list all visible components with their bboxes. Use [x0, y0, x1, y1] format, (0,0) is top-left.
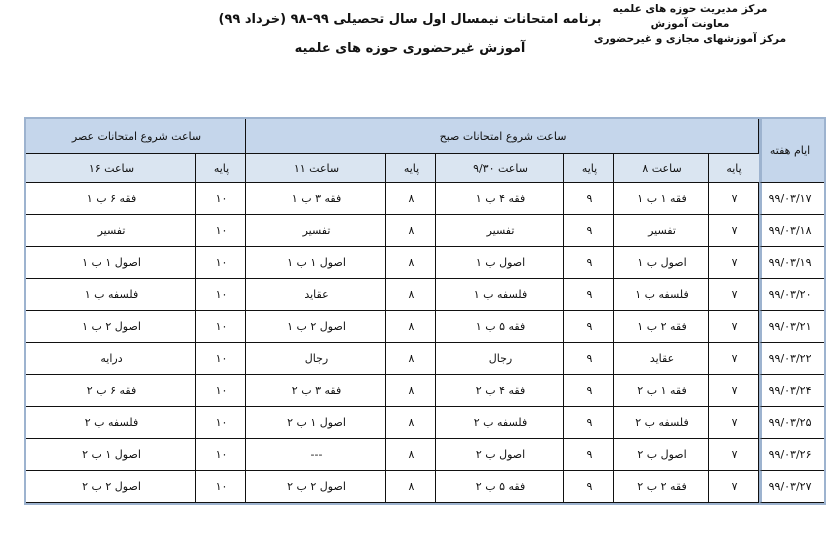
subject-930-cell: فقه ۵ ب ۱ [436, 311, 564, 343]
subject-8-cell: فقه ۱ ب ۱ [614, 183, 709, 215]
paye-8-cell: ۷ [709, 471, 759, 503]
paye-930-cell: ۹ [564, 343, 614, 375]
org-line-3: مرکز آموزشهای مجازی و غیرحضوری [593, 33, 787, 45]
subject-11-cell: اصول ۲ ب ۱ [246, 311, 386, 343]
paye-11-cell: ۸ [386, 247, 436, 279]
paye-11-cell: ۸ [386, 439, 436, 471]
subject-16-cell: اصول ۱ ب ۱ [26, 247, 196, 279]
date-cell: ۹۹/۰۳/۲۷ [759, 471, 824, 503]
subject-16-cell: فقه ۶ ب ۱ [26, 183, 196, 215]
paye-930-cell: ۹ [564, 183, 614, 215]
paye-11-cell: ۸ [386, 343, 436, 375]
subject-930-cell: اصول ب ۱ [436, 247, 564, 279]
table-row [26, 247, 824, 279]
paye-16-cell: ۱۰ [196, 343, 246, 375]
subject-11-cell: اصول ۲ ب ۲ [246, 471, 386, 503]
paye-8-cell: ۷ [709, 247, 759, 279]
table-row [26, 471, 824, 503]
paye-header: پایه [709, 154, 759, 183]
subject-930-cell: فلسفه ب ۱ [436, 279, 564, 311]
time-8-header: ساعت ۸ [614, 154, 709, 183]
subject-8-cell: فقه ۲ ب ۱ [614, 311, 709, 343]
org-line-1: مرکز مدیریت حوزه های علمیه [612, 3, 768, 15]
paye-16-cell: ۱۰ [196, 311, 246, 343]
subject-8-cell: اصول ب ۲ [614, 439, 709, 471]
table-row [26, 343, 824, 375]
paye-930-cell: ۹ [564, 215, 614, 247]
time-16-header: ساعت ۱۶ [26, 154, 196, 183]
paye-16-cell: ۱۰ [196, 439, 246, 471]
paye-11-cell: ۸ [386, 311, 436, 343]
paye-11-cell: ۸ [386, 471, 436, 503]
paye-8-cell: ۷ [709, 407, 759, 439]
table-row [26, 183, 824, 215]
paye-8-cell: ۷ [709, 311, 759, 343]
paye-11-cell: ۸ [386, 183, 436, 215]
subject-11-cell: --- [246, 439, 386, 471]
paye-16-cell: ۱۰ [196, 279, 246, 311]
subject-16-cell: فلسفه ب ۲ [26, 407, 196, 439]
subject-8-cell: فلسفه ب ۱ [614, 279, 709, 311]
days-header: ایام هفته [759, 119, 824, 183]
date-cell: ۹۹/۰۳/۲۲ [759, 343, 824, 375]
date-cell: ۹۹/۰۳/۱۹ [759, 247, 824, 279]
subject-930-cell: اصول ب ۲ [436, 439, 564, 471]
paye-8-cell: ۷ [709, 375, 759, 407]
table-row [26, 407, 824, 439]
subject-930-cell: فقه ۴ ب ۲ [436, 375, 564, 407]
paye-16-cell: ۱۰ [196, 247, 246, 279]
date-cell: ۹۹/۰۳/۲۱ [759, 311, 824, 343]
paye-header: پایه [564, 154, 614, 183]
subject-11-cell: رجال [246, 343, 386, 375]
paye-930-cell: ۹ [564, 471, 614, 503]
paye-930-cell: ۹ [564, 407, 614, 439]
paye-8-cell: ۷ [709, 215, 759, 247]
table-row [26, 311, 824, 343]
exam-schedule-table [24, 117, 826, 505]
paye-11-cell: ۸ [386, 279, 436, 311]
paye-930-cell: ۹ [564, 439, 614, 471]
org-line-2: معاونت آموزش [650, 18, 730, 30]
table-row [26, 375, 824, 407]
subject-16-cell: اصول ۲ ب ۱ [26, 311, 196, 343]
subject-930-cell: فلسفه ب ۲ [436, 407, 564, 439]
paye-11-cell: ۸ [386, 215, 436, 247]
paye-11-cell: ۸ [386, 375, 436, 407]
subject-8-cell: اصول ب ۱ [614, 247, 709, 279]
subject-16-cell: تفسیر [26, 215, 196, 247]
table-row [26, 439, 824, 471]
subject-11-cell: اصول ۱ ب ۲ [246, 407, 386, 439]
subject-930-cell: فقه ۵ ب ۲ [436, 471, 564, 503]
paye-930-cell: ۹ [564, 375, 614, 407]
paye-8-cell: ۷ [709, 343, 759, 375]
page-subtitle: آموزش غیرحضوری حوزه های علمیه [294, 41, 526, 56]
paye-930-cell: ۹ [564, 311, 614, 343]
paye-16-cell: ۱۰ [196, 471, 246, 503]
paye-8-cell: ۷ [709, 183, 759, 215]
paye-header: پایه [196, 154, 246, 183]
paye-930-cell: ۹ [564, 247, 614, 279]
time-930-header: ساعت ۹/۳۰ [436, 154, 564, 183]
table-row [26, 215, 824, 247]
date-cell: ۹۹/۰۳/۲۶ [759, 439, 824, 471]
afternoon-group-header: ساعت شروع امتحانات عصر [26, 119, 246, 154]
date-cell: ۹۹/۰۳/۲۵ [759, 407, 824, 439]
morning-group-header: ساعت شروع امتحانات صبح [246, 119, 759, 154]
subject-11-cell: فقه ۳ ب ۲ [246, 375, 386, 407]
table-row [26, 279, 824, 311]
paye-11-cell: ۸ [386, 407, 436, 439]
subject-8-cell: فقه ۱ ب ۲ [614, 375, 709, 407]
subject-16-cell: فلسفه ب ۱ [26, 279, 196, 311]
subject-16-cell: اصول ۱ ب ۲ [26, 439, 196, 471]
date-cell: ۹۹/۰۳/۱۸ [759, 215, 824, 247]
date-cell: ۹۹/۰۳/۲۰ [759, 279, 824, 311]
organization-header [590, 2, 790, 47]
subject-16-cell: اصول ۲ ب ۲ [26, 471, 196, 503]
paye-930-cell: ۹ [564, 279, 614, 311]
paye-8-cell: ۷ [709, 439, 759, 471]
paye-header: پایه [386, 154, 436, 183]
paye-16-cell: ۱۰ [196, 215, 246, 247]
paye-16-cell: ۱۰ [196, 183, 246, 215]
subject-16-cell: فقه ۶ ب ۲ [26, 375, 196, 407]
subject-8-cell: عقاید [614, 343, 709, 375]
subject-8-cell: تفسیر [614, 215, 709, 247]
subject-11-cell: عقاید [246, 279, 386, 311]
time-11-header: ساعت ۱۱ [246, 154, 386, 183]
date-cell: ۹۹/۰۳/۲۴ [759, 375, 824, 407]
subject-8-cell: فلسفه ب ۲ [614, 407, 709, 439]
subject-930-cell: فقه ۴ ب ۱ [436, 183, 564, 215]
subject-11-cell: فقه ۳ ب ۱ [246, 183, 386, 215]
subject-930-cell: رجال [436, 343, 564, 375]
paye-16-cell: ۱۰ [196, 407, 246, 439]
subject-11-cell: تفسیر [246, 215, 386, 247]
paye-16-cell: ۱۰ [196, 375, 246, 407]
subject-930-cell: تفسیر [436, 215, 564, 247]
subject-16-cell: درایه [26, 343, 196, 375]
date-cell: ۹۹/۰۳/۱۷ [759, 183, 824, 215]
subject-8-cell: فقه ۲ ب ۲ [614, 471, 709, 503]
subject-11-cell: اصول ۱ ب ۱ [246, 247, 386, 279]
paye-8-cell: ۷ [709, 279, 759, 311]
page-title: برنامه امتحانات نیمسال اول سال تحصیلی ۹۹–۹۸ (خرداد ۹۹) [218, 12, 602, 27]
